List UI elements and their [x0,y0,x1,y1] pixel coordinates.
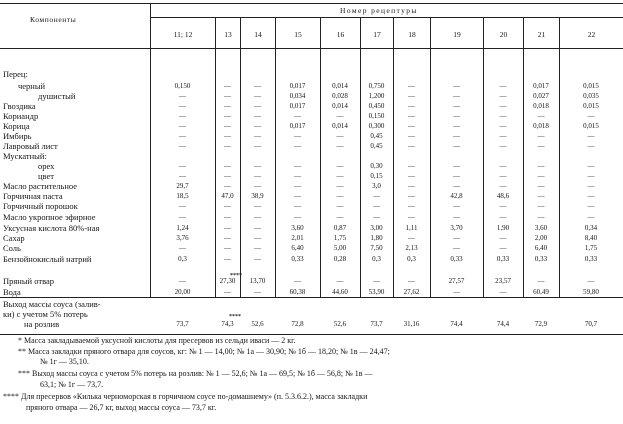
cell-value: 5,00 [333,244,347,252]
cell-value: 0,30 [370,162,383,170]
cell-value: 13,70 [249,277,266,285]
column-header: 14 [254,30,262,39]
column-header: 22 [587,30,596,39]
cell-value: 0,33 [291,255,304,263]
cell-value: 38,9 [251,192,264,200]
column-header: 18 [408,30,416,39]
cell-value: — [537,172,545,180]
cell-value: — [453,112,460,120]
cell-value: — [224,162,231,170]
cell-value: 18,5 [176,192,189,200]
row-label: Бензойнокислый натрий [3,254,92,264]
cell-value: — [453,234,460,242]
cell-value: 47,0 [221,192,234,200]
cell-value: 0,33 [584,255,598,263]
cell-value: — [254,162,261,170]
column-header: 17 [373,30,381,39]
cell-value: — [224,182,231,190]
cell-value: — [499,92,507,100]
cell-value: — [499,102,507,110]
cell-value: — [453,132,460,140]
cell-value: — [294,192,301,200]
cell-value: — [499,288,507,296]
cell-value: 44,60 [332,288,348,296]
cell-value: — [453,288,460,296]
cell-value: — [254,142,261,150]
output-value: 31,16 [403,320,420,328]
cell-value: 2,13 [405,244,418,252]
cell-value: — [224,102,231,110]
cell-value: 3,60 [291,224,304,232]
column-divider [559,17,560,297]
cell-value: — [179,213,186,221]
cell-value: — [373,192,380,200]
row-label: Уксусная кислота 80%-ная [3,223,100,233]
cell-value: — [499,213,507,221]
output-label-line-1: Выход массы соуса (залив- [3,299,101,309]
cell-value: — [254,288,261,296]
cell-value: — [408,213,415,221]
cell-value: — [179,244,186,252]
cell-value: — [224,213,231,221]
footnote-3b: 63,1; № 1г — 73,7. [40,380,104,389]
cell-value: — [499,142,507,150]
cell-value: — [537,192,545,200]
cell-value: 3,70 [450,224,463,232]
row-label: Горчичный порошок [3,201,78,211]
cell-value: — [453,142,460,150]
cell-value: — [453,213,460,221]
cell-value: — [224,82,231,90]
cell-value: — [179,92,186,100]
cell-value: — [587,213,595,221]
cell-value: 53,90 [368,288,385,296]
column-divider [430,17,431,297]
cell-value: — [336,277,344,285]
cell-value: — [453,82,460,90]
cell-value: — [336,192,344,200]
cell-value: 3,0 [372,182,381,190]
column-header: 19 [453,30,461,39]
cell-value: — [254,224,261,232]
cell-value: — [408,132,415,140]
output-value: 74,4 [496,320,510,328]
output-value: 73,7 [370,320,383,328]
cell-value: 1,90 [496,224,510,232]
header-nomer-receptury: Номер рецептуры [340,6,418,15]
cell-value: — [224,132,231,140]
cell-value: — [408,102,415,110]
cell-value: 6,40 [291,244,304,252]
cell-value: 0,28 [333,255,347,263]
cell-value: — [408,234,415,242]
pryanyi-stars: **** [230,273,242,279]
row-label: Пряный отвар [3,276,55,286]
cell-value: — [408,182,415,190]
output-label-line-3: на розлив [24,319,60,329]
cell-value: — [408,92,415,100]
cell-value: — [499,82,507,90]
cell-value: 0,034 [289,92,306,100]
output-value: 72,9 [534,320,548,328]
row-label: Имбирь [3,131,32,141]
cell-value: — [254,182,261,190]
cell-value: — [453,172,460,180]
cell-value: — [336,202,344,210]
cell-value: — [294,202,301,210]
footnote-4b: пряного отвара — 26,7 кг, выход массы соуса — 73,7 кг. [26,403,217,412]
cell-value: — [179,102,186,110]
header-sub-divider [150,17,623,18]
cell-value: — [408,202,415,210]
footnote-2a: ** Масса закладки пряного отвара для соусов, кг: № 1 — 14,00; № 1а — 30,90; № 1б — 18,20; № 1в — 24,47; [18,347,390,356]
column-divider [275,17,276,297]
cell-value: — [453,122,460,130]
cell-value: 0,018 [533,122,549,130]
cell-value: 0,450 [368,102,385,110]
cell-value: — [453,162,460,170]
cell-value: — [224,142,231,150]
cell-value: — [587,142,595,150]
cell-value: 3,60 [534,224,548,232]
cell-value: — [254,82,261,90]
cell-value: — [224,234,231,242]
cell-value: — [294,132,301,140]
body-bottom-border [0,297,623,298]
column-divider [215,17,216,297]
row-label: орех [38,161,55,171]
cell-value: 0,017 [289,82,306,90]
cell-value: 29,7 [176,182,189,190]
cell-value: — [254,122,261,130]
cell-value: — [537,182,545,190]
cell-value: — [537,142,545,150]
column-divider [393,17,394,297]
cell-value: 0,3 [372,255,381,263]
cell-value: 0,027 [533,92,549,100]
cell-value: 0,87 [333,224,347,232]
cell-value: 0,015 [583,102,599,110]
table-top-border [0,3,623,4]
cell-value: 20,00 [174,288,191,296]
cell-value: 0,018 [533,102,549,110]
cell-value: 1,80 [370,234,383,242]
cell-value: — [453,92,460,100]
cell-value: 3,76 [176,234,189,242]
cell-value: 59,80 [583,288,599,296]
cell-value: — [453,182,460,190]
footnote-2b: № 1г — 35,10. [40,357,89,366]
cell-value: 48,6 [496,192,510,200]
cell-value: — [408,112,415,120]
cell-value: 60,49 [533,288,549,296]
cell-value: — [499,112,507,120]
cell-value: — [499,132,507,140]
cell-value: 1,75 [584,244,598,252]
cell-value: 0,028 [332,92,348,100]
output-stars: **** [229,314,241,320]
cell-value: 6,40 [534,244,548,252]
column-header: 15 [294,30,302,39]
row-label: Лавровый лист [3,141,58,151]
cell-value: 0,150 [174,82,191,90]
cell-value: — [224,202,231,210]
cell-value: — [537,277,545,285]
table-bottom-border [0,334,623,335]
row-label: цвет [38,171,54,181]
cell-value: 1,11 [405,224,418,232]
cell-value: — [408,82,415,90]
output-value: 73,7 [176,320,189,328]
cell-value: 27,57 [448,277,465,285]
cell-value: — [336,213,344,221]
cell-value: 0,3 [407,255,416,263]
column-header: 16 [336,30,345,39]
cell-value: — [587,132,595,140]
header-komponenty: Компоненты [30,15,77,24]
row-label: Горчичная паста [3,191,63,201]
cell-value: — [294,172,301,180]
cell-value: — [254,234,261,242]
cell-value: — [587,277,595,285]
cell-value: — [499,182,507,190]
cell-value: — [373,213,380,221]
cell-value: — [224,224,231,232]
cell-value: 27,30 [219,277,236,285]
cell-value: 23,57 [495,277,511,285]
cell-value: — [499,244,507,252]
column-divider [523,17,524,297]
cell-value: 0,33 [534,255,548,263]
cell-value: 0,34 [584,224,598,232]
cell-value: — [336,142,344,150]
cell-value: — [294,142,301,150]
cell-value: 2,01 [291,234,304,242]
cell-value: — [587,182,595,190]
cell-value: — [254,102,261,110]
cell-value: — [224,172,231,180]
cell-value: — [587,192,595,200]
cell-value: — [537,202,545,210]
cell-value: 0,45 [370,132,383,140]
cell-value: — [408,192,415,200]
cell-value: — [587,112,595,120]
cell-value: — [254,255,261,263]
cell-value: — [254,112,261,120]
column-header: 20 [499,30,508,39]
cell-value: 0,150 [368,112,385,120]
column-header: 11; 12 [173,30,193,39]
cell-value: — [254,213,261,221]
output-label-line-2: ки) с учетом 5% потерь [3,309,88,319]
footnote-3a: *** Выход массы соуса с учетом 5% потерь на розлив: № 1 — 52,6; № 1а — 69,5; № 1б — 56,8; № 1в — [18,369,373,378]
cell-value: — [408,277,415,285]
cell-value: — [453,202,460,210]
cell-value: — [254,202,261,210]
output-value: 72,8 [291,320,304,328]
cell-value: — [224,92,231,100]
cell-value: — [179,172,186,180]
cell-value: — [179,202,186,210]
cell-value: — [499,234,507,242]
cell-value: — [179,122,186,130]
cell-value: 7,50 [370,244,383,252]
cell-value: — [537,112,545,120]
cell-value: 0,45 [370,142,383,150]
cell-value: 0,015 [583,82,599,90]
cell-value: — [537,132,545,140]
cell-value: — [499,202,507,210]
row-label: Перец: [3,69,28,79]
header-bottom-border [0,48,623,49]
cell-value: — [336,162,344,170]
cell-value: — [294,277,301,285]
cell-value: 60,38 [289,288,306,296]
cell-value: 1,24 [176,224,189,232]
cell-value: 2,00 [534,234,548,242]
row-label: Кориандр [3,111,39,121]
cell-value: — [224,122,231,130]
cell-value: — [408,172,415,180]
cell-value: — [224,255,231,263]
cell-value: — [179,132,186,140]
cell-value: — [254,92,261,100]
row-label: Соль [3,243,21,253]
column-divider [483,17,484,297]
output-value: 52,6 [251,320,264,328]
output-value: 74,3 [221,320,234,328]
cell-value: — [587,162,595,170]
row-label: Сахар [3,233,25,243]
cell-value: — [537,213,545,221]
row-label: черный [18,81,46,91]
cell-value: — [294,213,301,221]
cell-value: — [373,277,380,285]
output-value: 70,7 [584,320,598,328]
cell-value: — [294,182,301,190]
column-divider [150,3,151,297]
cell-value: — [224,244,231,252]
cell-value: — [179,277,186,285]
cell-value: — [336,112,344,120]
row-label: Масло растительное [3,181,78,191]
footnote-4a: **** Для пресервов «Килька черноморская в горчичном соусе по-домашнему» (п. 5.3.6.2.), масса закладки [3,392,368,401]
cell-value: — [453,244,460,252]
footnote-1: * Масса закладываемой уксусной кислоты для пресервов из сельди иваси — 2 кг. [18,336,296,345]
cell-value: — [336,172,344,180]
cell-value: 0,750 [368,82,385,90]
cell-value: 0,017 [289,102,306,110]
cell-value: 1,200 [368,92,385,100]
row-label: Корица [3,121,30,131]
column-divider [240,17,241,297]
row-label: Мускатный: [3,151,47,161]
cell-value: — [179,162,186,170]
cell-value: — [179,142,186,150]
cell-value: — [453,102,460,110]
cell-value: 8,40 [584,234,598,242]
cell-value: 0,300 [368,122,385,130]
cell-value: — [336,132,344,140]
cell-value: 0,33 [450,255,463,263]
cell-value: 0,035 [583,92,599,100]
cell-value: — [587,172,595,180]
output-value: 74,4 [450,320,463,328]
cell-value: — [254,172,261,180]
cell-value: — [294,112,301,120]
cell-value: 0,15 [370,172,383,180]
cell-value: — [499,122,507,130]
cell-value: 0,017 [289,122,306,130]
row-label: Вода [3,287,21,297]
cell-value: 0,3 [178,255,187,263]
row-label: Гвоздика [3,101,36,111]
cell-value: 0,014 [332,122,348,130]
cell-value: 3,00 [370,224,383,232]
cell-value: 0,014 [332,82,348,90]
cell-value: 1,75 [333,234,347,242]
row-label: душистый [38,91,76,101]
cell-value: — [254,244,261,252]
cell-value: — [408,122,415,130]
cell-value: 0,33 [496,255,510,263]
cell-value: 0,017 [533,82,549,90]
cell-value: — [408,142,415,150]
cell-value: 27,62 [403,288,420,296]
cell-value: — [336,182,344,190]
row-label: Масло укропное эфирное [3,212,96,222]
cell-value: — [179,112,186,120]
cell-value: — [499,172,507,180]
cell-value: — [408,162,415,170]
cell-value: — [294,162,301,170]
cell-value: — [537,162,545,170]
column-divider [360,17,361,297]
cell-value: — [224,112,231,120]
cell-value: 0,014 [332,102,348,110]
column-header: 13 [224,30,232,39]
cell-value: 42,8 [450,192,463,200]
column-divider [320,17,321,297]
cell-value: 0,015 [583,122,599,130]
cell-value: — [499,162,507,170]
cell-value: — [587,202,595,210]
column-header: 21 [537,30,546,39]
output-value: 52,6 [333,320,347,328]
cell-value: — [254,132,261,140]
cell-value: — [224,288,231,296]
cell-value: — [373,202,380,210]
